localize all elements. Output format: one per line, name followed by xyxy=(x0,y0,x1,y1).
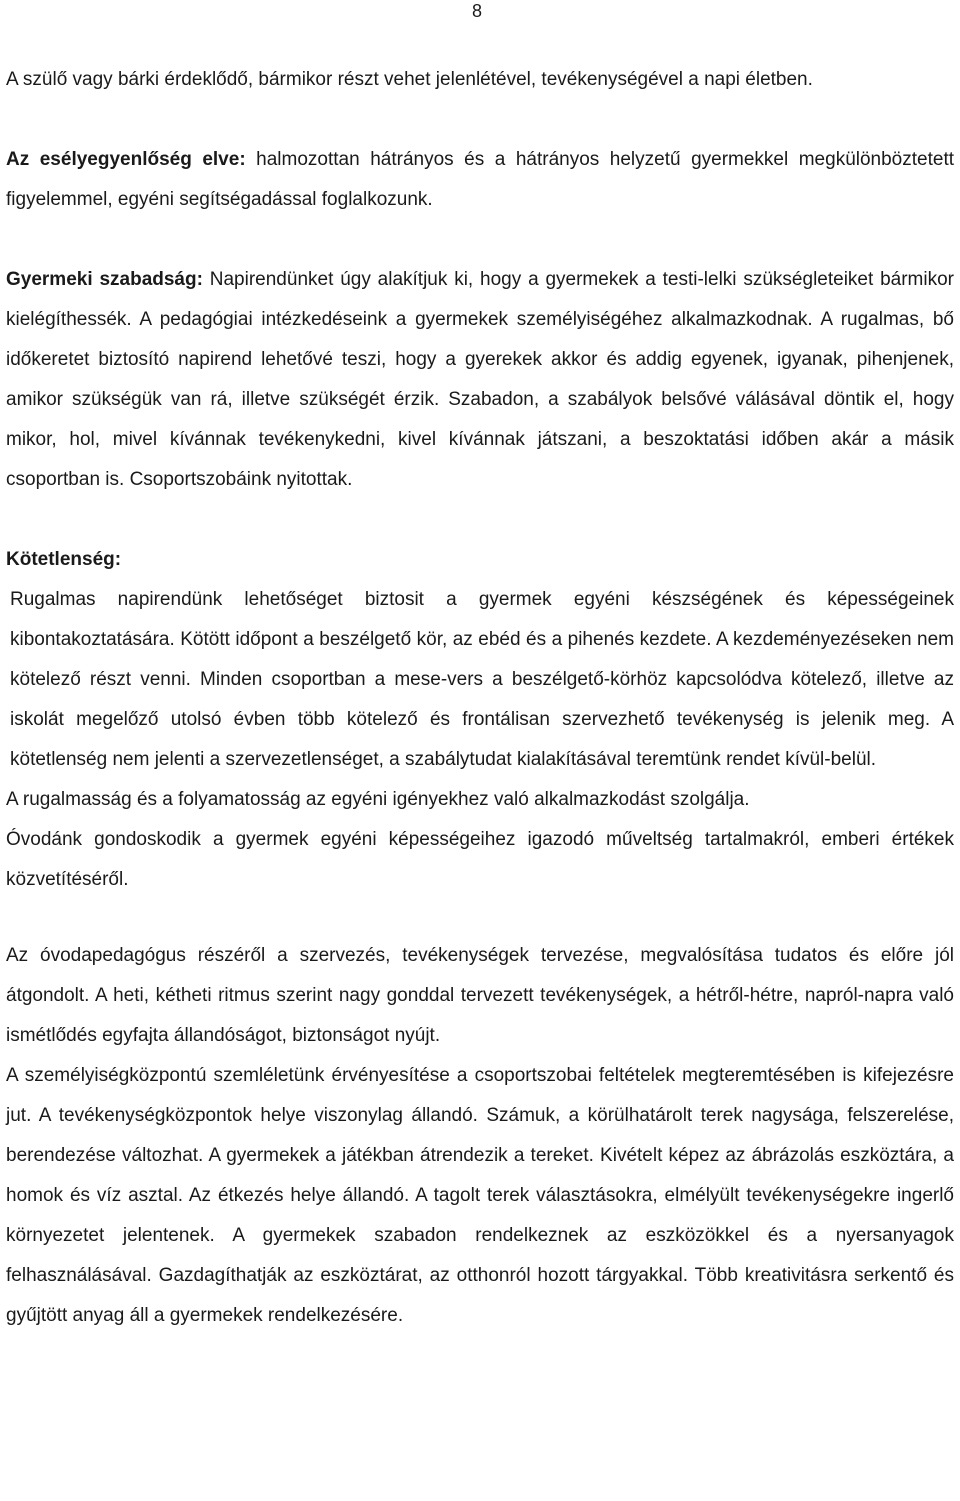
heading-informality: Kötetlenség: xyxy=(6,549,122,570)
text-equal-opportunity: halmozottan hátrányos és a hátrányos helyzetű gyermekkel megkülönböztetett figyelemmel, egyéni segítségadással foglalkozunk. xyxy=(6,149,954,210)
term-equal-opportunity: Az esélyegyenlőség elve: xyxy=(6,149,246,170)
paragraph-culture-values: Óvodánk gondoskodik a gyermek egyéni képességeihez igazodó műveltség tartalmakról, emberi értékek közvetítéséről. xyxy=(6,829,954,890)
paragraph-group-room: A személyiségközpontú szemléletünk érvényesítése a csoportszobai feltételek megteremtésében is kifejezésre jut. A tevékenységközpontok helye viszonylag állandó. Számuk, a körülhatárolt terek nagysága, felszerelése, berendezése változhat. A gyermekek a játékban átrendezik a tereket. Kivételt képez az ábrázolás eszköztára, a homok és víz asztal. Az étkezés helye állandó. A tagolt terek választásokra, elmélyült tevékenységekre ingerlő környezetet jelentenek. A gyermekek szabadon rendelkeznek az eszközökkel és a nyersanyagok felhasználásával. Gazdagíthatják az eszköztárat, az otthonról hozott tárgyakkal. Több kreativitásra serkentő és gyűjtött anyag áll a gyermekek rendelkezésére. xyxy=(6,1065,954,1326)
paragraph-informality: Rugalmas napirendünk lehetőséget biztosit a gyermek egyéni készségének és képességeinek kibontakoztatására. Kötött időpont a beszélgető kör, az ebéd és a pihenés kezdete. A kezdeményezéseken nem kötelező részt venni. Minden csoportban a mese-vers a beszélgető-körhöz kapcsolódva kötelező, illetve az iskolát megelőző utolsó évben több kötelező és frontálisan szervezhető tevékenység is jelenik meg. A kötetlenség nem jelenti a szervezetlenséget, a szabálytudat kialakításával teremtünk rendet kívül-belül. xyxy=(10,589,954,770)
paragraph-flexibility: A rugalmasság és a folyamatosság az egyéni igényekhez való alkalmazkodást szolgálja. xyxy=(6,789,750,810)
term-child-freedom: Gyermeki szabadság: xyxy=(6,269,203,290)
paragraph-teacher-planning: Az óvodapedagógus részéről a szervezés, tevékenységek tervezése, megvalósítása tudatos és előre jól átgondolt. A heti, kétheti ritmus szerint nagy gonddal tervezett tevékenységek, a hétről-hétre, napról-napra való ismétlődés egyfajta állandóságot, biztonságot nyújt. xyxy=(6,945,954,1046)
paragraph-child-freedom xyxy=(6,260,954,500)
page-number: 8 xyxy=(472,1,483,21)
document-body xyxy=(6,60,954,1336)
text-child-freedom: Napirendünket úgy alakítjuk ki, hogy a gyermekek a testi-lelki szükségleteiket bármikor kielégíthessék. A pedagógiai intézkedéseink a gyermekek személyiségéhez alkalmazkodnak. A rugalmas, bő időkeretet biztosító napirend lehetővé teszi, hogy a gyerekek akkor és addig egyenek, igyanak, pihenjenek, amikor szükségük van rá, illetve szükségét érzik. Szabadon, a szabályok belsővé válásával döntik el, hogy mikor, hol, mivel kívánnak tevékenykedni, kivel kívánnak játszani, a beszoktatási időben akár a másik csoportban is. Csoportszobáink nyitottak. xyxy=(6,269,955,490)
paragraph-equal-opportunity xyxy=(6,140,954,220)
paragraph-parent-participation: A szülő vagy bárki érdeklődő, bármikor részt vehet jelenlétével, tevékenységével a napi életben. xyxy=(6,69,813,90)
